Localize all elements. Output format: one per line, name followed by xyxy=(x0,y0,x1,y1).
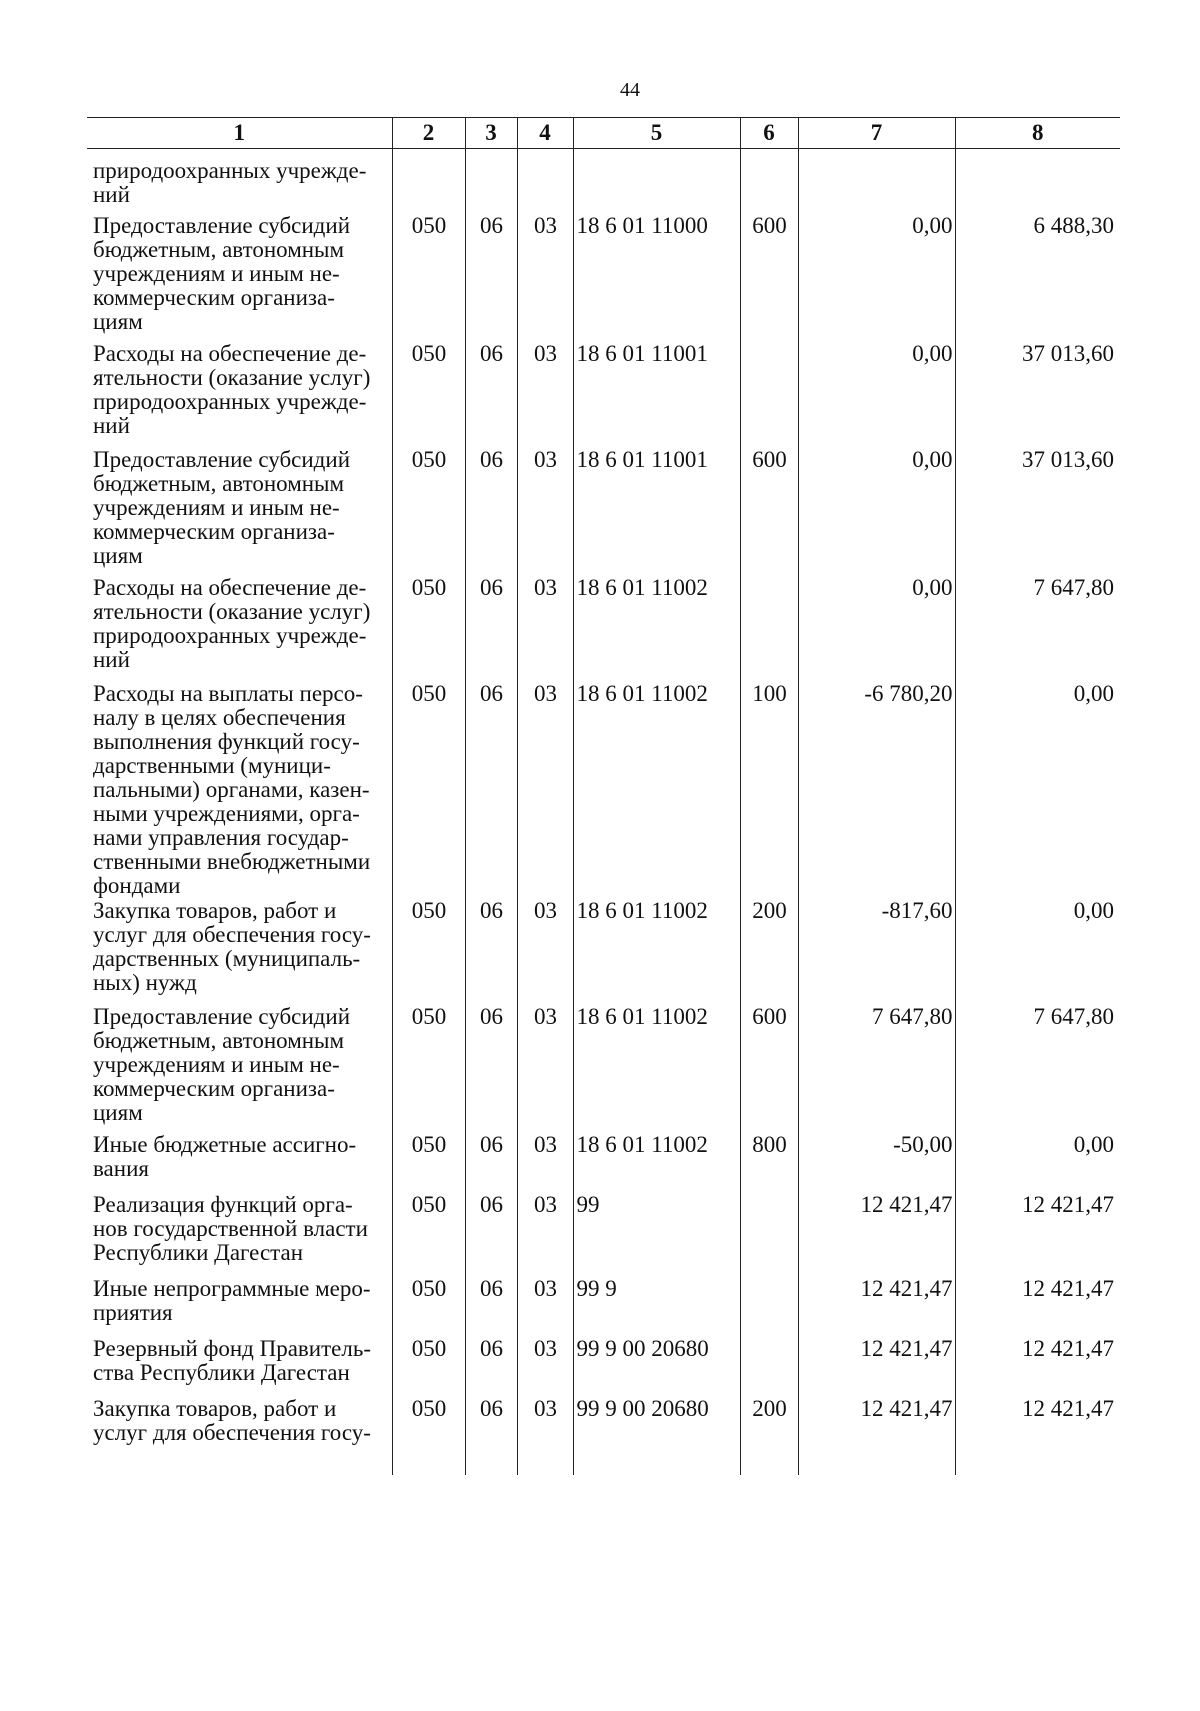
cell-expense-type: 600 xyxy=(740,1005,798,1133)
column-header: 6 xyxy=(740,118,798,149)
description-text: Расходы на обеспечение де- ятельности (оказание услуг) природоохранных учрежде- ний xyxy=(93,340,371,438)
cell-amount-change: -817,60 xyxy=(798,899,955,1005)
column-header: 5 xyxy=(573,118,740,149)
cell-description xyxy=(87,1397,392,1475)
table-row xyxy=(87,1397,1120,1475)
description-text: Иные бюджетные ассигно- вания xyxy=(93,1131,357,1181)
cell-target-article: 99 9 00 20680 xyxy=(573,1337,740,1397)
cell-amount-total: 12 421,47 xyxy=(955,1397,1120,1475)
description-text: Расходы на выплаты персо- налу в целях обеспечения выполнения функций госу- дарственными (муници- пальными) органами, казен- ными учреждениями, орга- нами управления государ- ственными внебюджетными фондами xyxy=(93,680,371,898)
cell-subchapter xyxy=(517,149,573,214)
cell-amount-change: 12 421,47 xyxy=(798,1397,955,1475)
cell-chapter: 06 xyxy=(465,1005,517,1133)
cell-subchapter: 03 xyxy=(517,1397,573,1475)
cell-amount-change: -6 780,20 xyxy=(798,682,955,899)
cell-target-article: 18 6 01 11002 xyxy=(573,682,740,899)
cell-amount-change: 0,00 xyxy=(798,342,955,448)
cell-target-article: 18 6 01 11000 xyxy=(573,214,740,342)
cell-subchapter: 03 xyxy=(517,1005,573,1133)
cell-target-article: 18 6 01 11002 xyxy=(573,899,740,1005)
column-header: 7 xyxy=(798,118,955,149)
cell-chapter: 06 xyxy=(465,214,517,342)
description-text: Реализация функций орга- нов государственной власти Республики Дагестан xyxy=(93,1191,368,1265)
cell-chapter: 06 xyxy=(465,682,517,899)
cell-section-code: 050 xyxy=(392,214,465,342)
cell-target-article: 99 9 00 20680 xyxy=(573,1397,740,1475)
table-row xyxy=(87,1193,1120,1277)
description-text: Иные непрограммные меро- приятия xyxy=(93,1275,371,1325)
cell-section-code: 050 xyxy=(392,682,465,899)
cell-chapter: 06 xyxy=(465,1277,517,1337)
page-number: 44 xyxy=(620,79,640,101)
table-row xyxy=(87,1133,1120,1193)
table-row xyxy=(87,448,1120,576)
cell-description xyxy=(87,1337,392,1397)
cell-description xyxy=(87,1277,392,1337)
cell-target-article: 99 xyxy=(573,1193,740,1277)
cell-description xyxy=(87,682,392,899)
cell-expense-type xyxy=(740,1277,798,1337)
cell-target-article: 18 6 01 11001 xyxy=(573,448,740,576)
cell-description xyxy=(87,576,392,682)
cell-amount-change: 12 421,47 xyxy=(798,1277,955,1337)
cell-expense-type xyxy=(740,576,798,682)
cell-description xyxy=(87,1193,392,1277)
cell-amount-total: 12 421,47 xyxy=(955,1337,1120,1397)
cell-subchapter: 03 xyxy=(517,1133,573,1193)
cell-amount-change xyxy=(798,149,955,214)
column-header: 2 xyxy=(392,118,465,149)
cell-amount-total xyxy=(955,149,1120,214)
description-text: Предоставление субсидий бюджетным, автономным учреждениям и иным не- коммерческим организа- циям xyxy=(93,446,350,568)
table-row xyxy=(87,214,1120,342)
cell-expense-type: 200 xyxy=(740,899,798,1005)
cell-description xyxy=(87,448,392,576)
cell-section-code: 050 xyxy=(392,576,465,682)
cell-target-article: 18 6 01 11002 xyxy=(573,576,740,682)
cell-description xyxy=(87,214,392,342)
cell-chapter: 06 xyxy=(465,899,517,1005)
cell-expense-type: 600 xyxy=(740,448,798,576)
description-text: Закупка товаров, работ и услуг для обеспечения госу- дарственных (муниципаль- ных) нужд xyxy=(93,897,371,995)
cell-expense-type: 200 xyxy=(740,1397,798,1475)
cell-section-code: 050 xyxy=(392,1005,465,1133)
cell-subchapter: 03 xyxy=(517,576,573,682)
cell-amount-total: 0,00 xyxy=(955,1133,1120,1193)
description-text: Предоставление субсидий бюджетным, автономным учреждениям и иным не- коммерческим организа- циям xyxy=(93,212,350,334)
cell-chapter: 06 xyxy=(465,1337,517,1397)
cell-section-code xyxy=(392,149,465,214)
table-row xyxy=(87,1277,1120,1337)
cell-chapter: 06 xyxy=(465,1133,517,1193)
cell-description xyxy=(87,1133,392,1193)
cell-section-code: 050 xyxy=(392,1133,465,1193)
cell-amount-change: 12 421,47 xyxy=(798,1193,955,1277)
cell-subchapter: 03 xyxy=(517,214,573,342)
cell-amount-total: 7 647,80 xyxy=(955,576,1120,682)
column-header: 8 xyxy=(955,118,1120,149)
cell-amount-change: 0,00 xyxy=(798,214,955,342)
cell-expense-type: 600 xyxy=(740,214,798,342)
cell-chapter: 06 xyxy=(465,576,517,682)
cell-amount-total: 12 421,47 xyxy=(955,1193,1120,1277)
cell-amount-change: 0,00 xyxy=(798,448,955,576)
cell-section-code: 050 xyxy=(392,1277,465,1337)
description-text: Резервный фонд Правитель- ства Республики Дагестан xyxy=(93,1335,371,1385)
cell-subchapter: 03 xyxy=(517,682,573,899)
cell-subchapter: 03 xyxy=(517,1193,573,1277)
table-row xyxy=(87,899,1120,1005)
cell-chapter xyxy=(465,149,517,214)
cell-subchapter: 03 xyxy=(517,1337,573,1397)
budget-table xyxy=(87,117,1120,1475)
cell-expense-type: 100 xyxy=(740,682,798,899)
cell-description xyxy=(87,342,392,448)
cell-chapter: 06 xyxy=(465,342,517,448)
cell-expense-type xyxy=(740,342,798,448)
cell-target-article: 99 9 xyxy=(573,1277,740,1337)
cell-target-article: 18 6 01 11002 xyxy=(573,1005,740,1133)
cell-expense-type xyxy=(740,149,798,214)
cell-subchapter: 03 xyxy=(517,1277,573,1337)
cell-section-code: 050 xyxy=(392,1193,465,1277)
cell-amount-total: 0,00 xyxy=(955,682,1120,899)
table-row xyxy=(87,1337,1120,1397)
cell-description xyxy=(87,1005,392,1133)
header-row xyxy=(87,118,1120,149)
cell-expense-type xyxy=(740,1337,798,1397)
cell-amount-total: 12 421,47 xyxy=(955,1277,1120,1337)
cell-section-code: 050 xyxy=(392,1337,465,1397)
cell-subchapter: 03 xyxy=(517,448,573,576)
cell-amount-total: 37 013,60 xyxy=(955,342,1120,448)
cell-chapter: 06 xyxy=(465,1193,517,1277)
table-row xyxy=(87,1005,1120,1133)
cell-target-article xyxy=(573,149,740,214)
table-row xyxy=(87,576,1120,682)
cell-amount-total: 37 013,60 xyxy=(955,448,1120,576)
cell-chapter: 06 xyxy=(465,1397,517,1475)
description-text: Расходы на обеспечение де- ятельности (оказание услуг) природоохранных учрежде- ний xyxy=(93,574,371,672)
cell-target-article: 18 6 01 11001 xyxy=(573,342,740,448)
cell-subchapter: 03 xyxy=(517,899,573,1005)
table-body xyxy=(87,149,1120,1475)
column-header: 1 xyxy=(87,118,392,149)
table-row xyxy=(87,342,1120,448)
cell-description xyxy=(87,899,392,1005)
cell-amount-change: 0,00 xyxy=(798,576,955,682)
cell-section-code: 050 xyxy=(392,448,465,576)
cell-section-code: 050 xyxy=(392,342,465,448)
cell-target-article: 18 6 01 11002 xyxy=(573,1133,740,1193)
cell-section-code: 050 xyxy=(392,899,465,1005)
cell-chapter: 06 xyxy=(465,448,517,576)
cell-amount-total: 0,00 xyxy=(955,899,1120,1005)
cell-expense-type: 800 xyxy=(740,1133,798,1193)
table-row xyxy=(87,149,1120,214)
cell-amount-change: 7 647,80 xyxy=(798,1005,955,1133)
cell-amount-change: -50,00 xyxy=(798,1133,955,1193)
table-row xyxy=(87,682,1120,899)
cell-subchapter: 03 xyxy=(517,342,573,448)
column-header: 4 xyxy=(517,118,573,149)
cell-amount-total: 7 647,80 xyxy=(955,1005,1120,1133)
cell-amount-total: 6 488,30 xyxy=(955,214,1120,342)
description-text: природоохранных учрежде- ний xyxy=(93,158,367,207)
description-text: Предоставление субсидий бюджетным, автономным учреждениям и иным не- коммерческим организа- циям xyxy=(93,1003,350,1125)
column-header: 3 xyxy=(465,118,517,149)
description-text: Закупка товаров, работ и услуг для обеспечения госу- xyxy=(93,1395,371,1445)
cell-expense-type xyxy=(740,1193,798,1277)
cell-amount-change: 12 421,47 xyxy=(798,1337,955,1397)
cell-section-code: 050 xyxy=(392,1397,465,1475)
cell-description xyxy=(87,149,392,214)
